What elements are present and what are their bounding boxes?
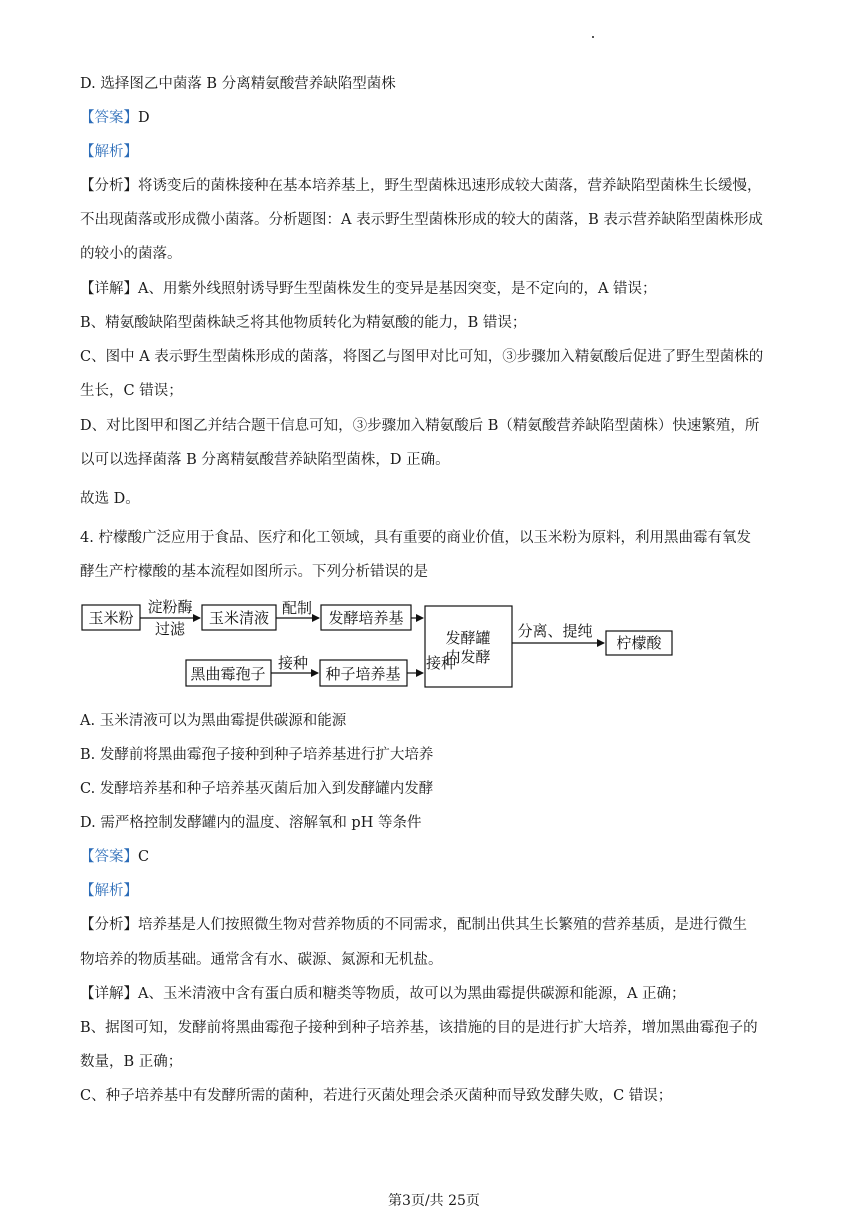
label-ferment-medium: 发酵培养基 bbox=[328, 609, 404, 627]
detail-text: A、玉米清液中含有蛋白质和糖类等物质，故可以为黑曲霉提供碳源和能源，A 正确； bbox=[138, 986, 686, 1002]
label-inoculate1: 接种 bbox=[277, 654, 309, 672]
q4-option-c: C. 发酵培养基和种子培养基灭菌后加入到发酵罐内发酵 bbox=[80, 781, 434, 797]
label-inoculate2: 接种 bbox=[426, 654, 457, 672]
label-step1-bottom: 过滤 bbox=[154, 620, 186, 638]
q3-fenxi-3: 的较小的菌落。 bbox=[80, 246, 182, 262]
label-citric-acid: 柠檬酸 bbox=[616, 634, 662, 652]
answer-value: C bbox=[138, 849, 150, 865]
label-step2: 配制 bbox=[281, 599, 313, 617]
q3-detail-c2: 生长，C 错误； bbox=[80, 383, 183, 399]
label-seed-medium: 种子培养基 bbox=[325, 665, 401, 683]
scan-dot bbox=[592, 36, 594, 38]
q4-stem-1: 4. 柠檬酸广泛应用于食品、医疗和化工领域，具有重要的商业价值，以玉米粉为原料，利用黑曲霉有氧发 bbox=[80, 530, 751, 546]
xiangjie-tag: 【详解】 bbox=[80, 281, 138, 297]
label-spores: 黑曲霉孢子 bbox=[190, 665, 266, 683]
q4-detail-b2: 数量，B 正确； bbox=[80, 1054, 183, 1070]
q3-choose: 故选 D。 bbox=[80, 491, 140, 507]
answer-tag: 【答案】 bbox=[80, 849, 138, 865]
detail-text: A、用紫外线照射诱导野生型菌株发生的变异是基因突变，是不定向的，A 错误； bbox=[138, 281, 657, 297]
q3-detail-d2: 以可以选择菌落 B 分离精氨酸营养缺陷型菌株，D 正确。 bbox=[80, 452, 450, 468]
q3-detail-d1: D、对比图甲和图乙并结合题干信息可知，③步骤加入精氨酸后 B（精氨酸营养缺陷型菌株）快速繁殖，所 bbox=[80, 418, 760, 434]
q3-answer bbox=[80, 108, 150, 128]
label-tank-line1: 发酵罐 bbox=[445, 629, 491, 647]
label-tank-line2: 内发酵 bbox=[445, 648, 491, 666]
q3-fenxi-2: 不出现菌落或形成微小菌落。分析题图：A 表示野生型菌株形成的较大的菌落，B 表示营养缺陷型菌株形成 bbox=[80, 212, 763, 228]
q4-option-d: D. 需严格控制发酵罐内的温度、溶解氧和 pH 等条件 bbox=[80, 815, 422, 831]
q4-stem-2: 酵生产柠檬酸的基本流程如图所示。下列分析错误的是 bbox=[80, 564, 428, 580]
q4-detail-a bbox=[80, 984, 686, 1004]
q4-fenxi-2: 物培养的物质基础。通常含有水、碳源、氮源和无机盐。 bbox=[80, 952, 443, 968]
fenxi-text: 培养基是人们按照微生物对营养物质的不同需求，配制出供其生长繁殖的营养基质，是进行微生 bbox=[138, 917, 747, 933]
fenxi-tag: 【分析】 bbox=[80, 178, 138, 194]
page-footer: 第3页/共 25页 bbox=[388, 1193, 480, 1209]
flow-diagram bbox=[80, 598, 680, 692]
label-step1-top: 淀粉酶 bbox=[147, 598, 193, 616]
q3-analysis-tag: 【解析】 bbox=[80, 144, 138, 160]
q3-option-d: D. 选择图乙中菌落 B 分离精氨酸营养缺陷型菌株 bbox=[80, 76, 396, 92]
fenxi-tag: 【分析】 bbox=[80, 917, 138, 933]
q4-option-a: A. 玉米清液可以为黑曲霉提供碳源和能源 bbox=[80, 713, 347, 729]
xiangjie-tag: 【详解】 bbox=[80, 986, 138, 1002]
label-corn-liquid: 玉米清液 bbox=[208, 609, 270, 627]
q4-answer bbox=[80, 847, 149, 867]
q4-detail-c: C、种子培养基中有发酵所需的菌种，若进行灭菌处理会杀灭菌种而导致发酵失败，C 错误； bbox=[80, 1088, 673, 1104]
q3-detail-b: B、精氨酸缺陷型菌株缺乏将其他物质转化为精氨酸的能力，B 错误； bbox=[80, 315, 527, 331]
q4-detail-b1: B、据图可知，发酵前将黑曲霉孢子接种到种子培养基，该措施的目的是进行扩大培养，增加黑曲霉孢子的 bbox=[80, 1020, 758, 1036]
q4-option-b: B. 发酵前将黑曲霉孢子接种到种子培养基进行扩大培养 bbox=[80, 747, 434, 763]
answer-value: D bbox=[138, 110, 150, 126]
q3-detail-a bbox=[80, 279, 657, 299]
q4-analysis-tag: 【解析】 bbox=[80, 883, 138, 899]
label-separate: 分离、提纯 bbox=[517, 622, 593, 640]
q3-detail-c1: C、图中 A 表示野生型菌株形成的菌落，将图乙与图甲对比可知，③步骤加入精氨酸后促进了野生型菌株的 bbox=[80, 349, 764, 365]
label-corn-powder: 玉米粉 bbox=[88, 609, 134, 627]
q4-fenxi-1 bbox=[80, 915, 747, 935]
q3-fenxi-1 bbox=[80, 176, 762, 196]
fenxi-text: 将诱变后的菌株接种在基本培养基上，野生型菌株迅速形成较大菌落，营养缺陷型菌株生长缓慢， bbox=[138, 178, 762, 194]
answer-tag: 【答案】 bbox=[80, 110, 138, 126]
